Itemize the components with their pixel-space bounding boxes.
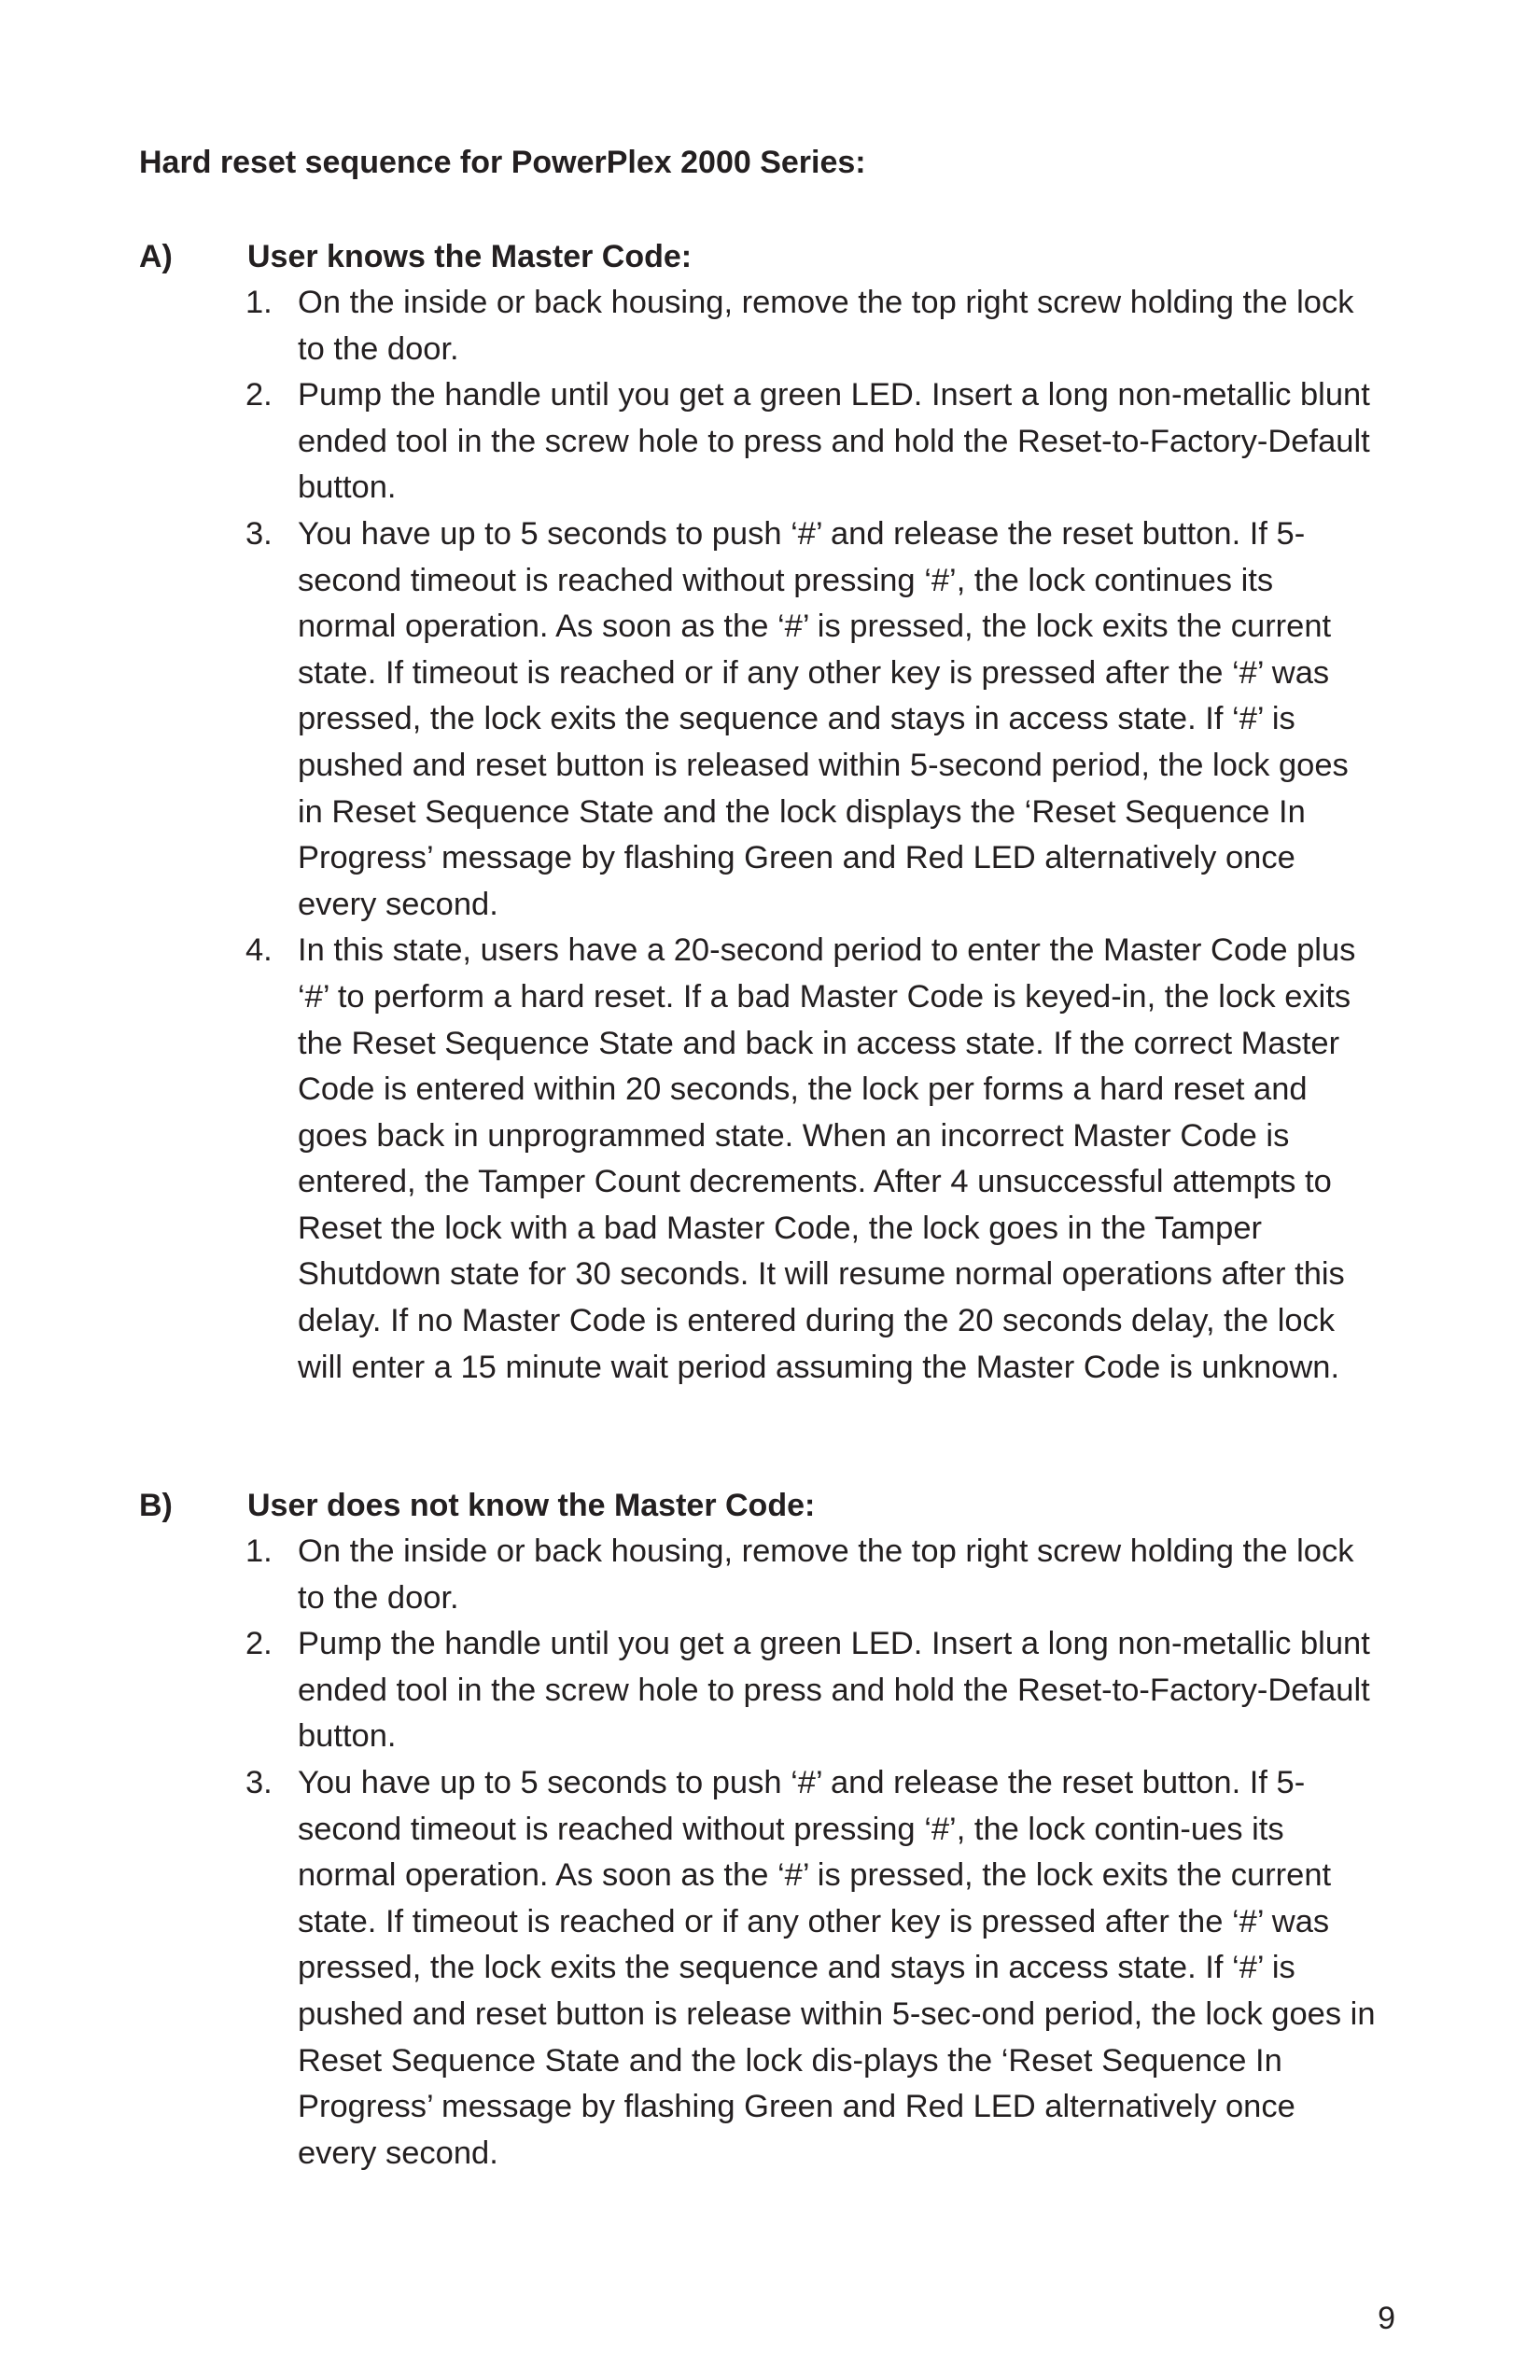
step-number: 3.	[245, 1764, 273, 1800]
section-b	[139, 1482, 1408, 2177]
step-number: 1.	[245, 1533, 273, 1569]
step-number: 3.	[245, 515, 273, 552]
step-text: In this state, users have a 20-second period to enter the Master Code plus ‘#’ to perform a hard reset. If a bad Master Code is keyed-in, the lock exits the Reset Sequence State and back in access state. If the correct Master Code is entered within 20 seconds, the lock per forms a hard reset and goes back in unprogrammed state. When an incorrect Master Code is entered, the Tamper Count decrements. After 4 unsuccessful attempts to Reset the lock with a bad Master Code, the lock goes in the Tamper Shutdown state for 30 seconds. It will resume normal operations after this delay. If no Master Code is entered during the 20 seconds delay, the lock will enter a 15 minute wait period assuming the Master Code is unknown.	[298, 932, 1356, 1385]
step-number: 2.	[245, 1626, 273, 1662]
page-title: Hard reset sequence for PowerPlex 2000 Series:	[139, 145, 866, 180]
step-text: You have up to 5 seconds to push ‘#’ and release the reset button. If 5-second timeout is reached without pressing ‘#’, the lock contin-ues its normal operation. As soon as the ‘#’ is pressed, the lock exits the current state. If timeout is reached or if any other key is pressed after the ‘#’ was pressed, the lock exits the sequence and stays in access state. If ‘#’ is pushed and reset button is release within 5-sec-ond period, the lock goes in Reset Sequence State and the lock dis-plays the ‘Reset Sequence In Progress’ message by flashing Green and Red LED alternatively once every second.	[298, 1764, 1376, 2171]
page-number: 9	[1378, 2301, 1395, 2336]
step-text: You have up to 5 seconds to push ‘#’ and release the reset button. If 5-second timeout is reached without pressing ‘#’, the lock continues its normal operation. As soon as the ‘#’ is pressed, the lock exits the current state. If timeout is reached or if any other key is pressed after the ‘#’ was pressed, the lock exits the sequence and stays in access state. If ‘#’ is pushed and reset button is released within 5-second period, the lock goes in Reset Sequence State and the lock displays the ‘Reset Sequence In Progress’ message by flashing Green and Red LED alternatively once every second.	[298, 515, 1349, 922]
section-a-header	[139, 233, 1408, 280]
section-a-step-2	[139, 372, 1380, 511]
section-b-step-2	[139, 1621, 1380, 1760]
section-a-letter: A)	[139, 239, 173, 274]
section-b-step-1	[139, 1529, 1380, 1621]
section-a-steps	[139, 280, 1408, 1391]
section-a-step-1	[139, 280, 1380, 372]
section-b-letter: B)	[139, 1488, 173, 1523]
section-b-header	[139, 1482, 1408, 1529]
section-a-heading: User knows the Master Code:	[247, 239, 693, 274]
step-number: 4.	[245, 932, 273, 969]
step-number: 1.	[245, 285, 273, 320]
step-text: Pump the handle until you get a green LED. Insert a long non-metallic blunt ended tool in the screw hole to press and hold the Reset-to-Factory-Default button.	[298, 1626, 1370, 1755]
section-b-step-3	[139, 1760, 1380, 2177]
step-text: On the inside or back housing, remove the top right screw holding the lock to the door.	[298, 1533, 1354, 1616]
section-b-steps	[139, 1529, 1408, 2177]
section-a-step-3	[139, 511, 1380, 928]
section-b-heading: User does not know the Master Code:	[247, 1488, 816, 1523]
step-text: Pump the handle until you get a green LED. Insert a long non-metallic blunt ended tool in the screw hole to press and hold the Reset-to-Factory-Default button.	[298, 377, 1370, 506]
section-a-step-4	[139, 928, 1380, 1391]
step-text: On the inside or back housing, remove the top right screw holding the lock to the door.	[298, 285, 1354, 367]
section-a	[139, 233, 1408, 1391]
step-number: 2.	[245, 377, 273, 413]
